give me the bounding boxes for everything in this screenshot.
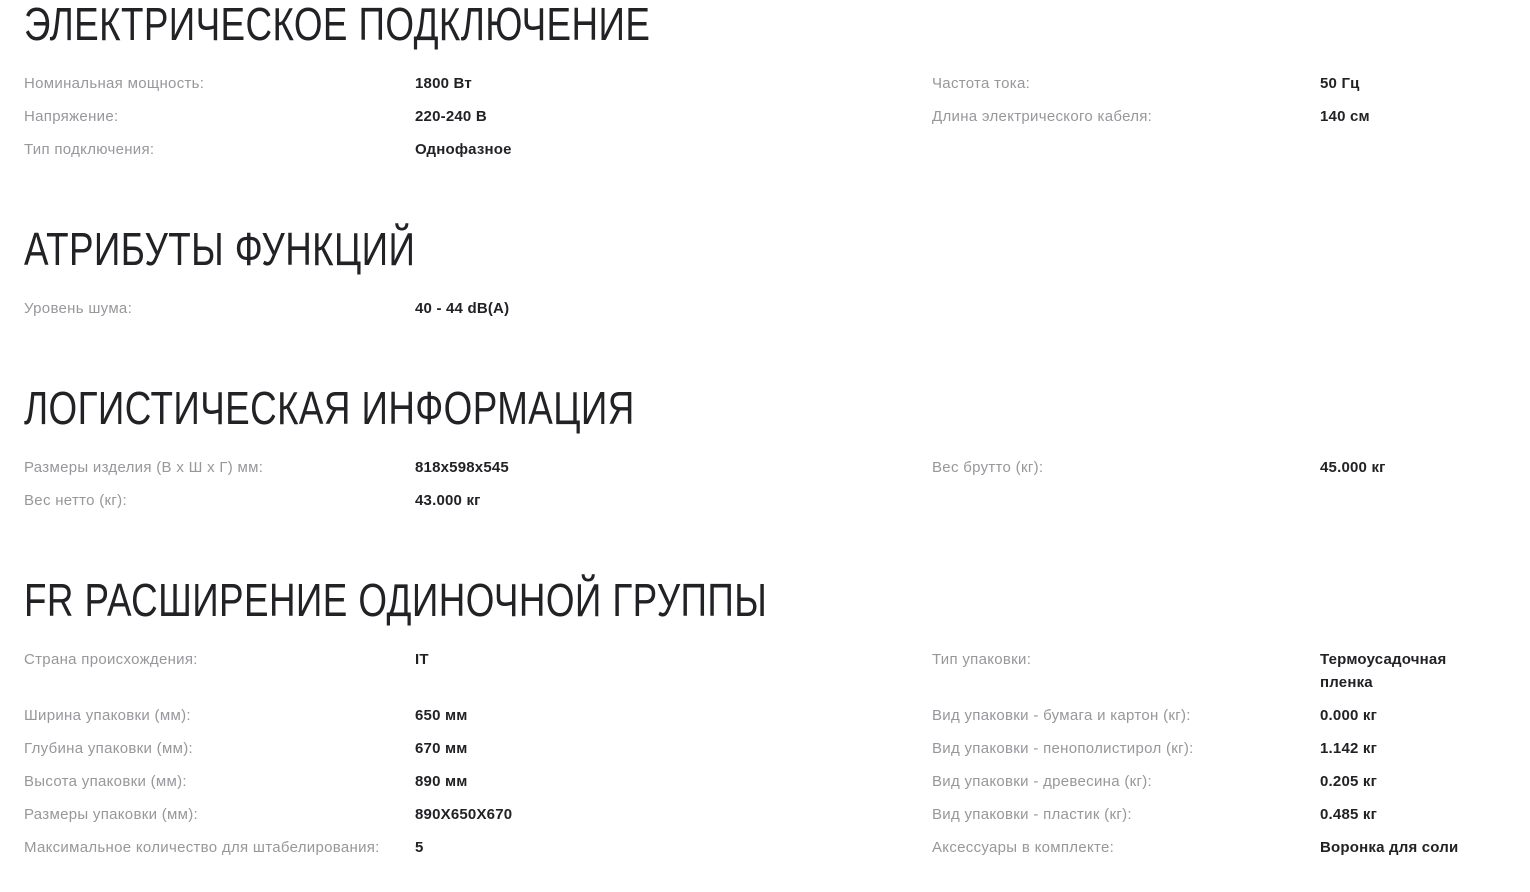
spec-value: 40 - 44 dB(A) <box>415 300 510 317</box>
spec-row <box>24 836 1506 859</box>
spec-label <box>932 297 1320 320</box>
spec-row <box>24 105 1506 128</box>
spec-value: IT <box>415 651 429 668</box>
spec-label <box>932 489 1320 512</box>
spec-label: Вес брутто (кг): <box>932 459 1044 476</box>
spec-label: Высота упаковки (мм): <box>24 773 187 790</box>
spec-value: Однофазное <box>415 141 512 158</box>
spec-value: 1.142 кг <box>1320 740 1378 757</box>
spec-label: Ширина упаковки (мм): <box>24 707 191 724</box>
spec-label: Аксессуары в комплекте: <box>932 839 1115 856</box>
spec-label: Вид упаковки - бумага и картон (кг): <box>932 707 1191 724</box>
spec-label: Размеры изделия (В х Ш х Г) мм: <box>24 459 264 476</box>
spec-value: 1800 Вт <box>415 75 472 92</box>
spec-label: Вес нетто (кг): <box>24 492 127 509</box>
spec-value: 0.485 кг <box>1320 806 1378 823</box>
spec-value: 43.000 кг <box>415 492 481 509</box>
spec-value: 890 мм <box>415 773 468 790</box>
spec-value: 670 мм <box>415 740 468 757</box>
spec-label: Напряжение: <box>24 108 119 125</box>
spec-value: 50 Гц <box>1320 75 1360 92</box>
section-title: ЛОГИСТИЧЕСКАЯ ИНФОРМАЦИЯ <box>24 382 635 434</box>
spec-value: 220-240 В <box>415 108 487 125</box>
spec-row <box>24 72 1506 95</box>
spec-label: Максимальное количество для штабелирования: <box>24 839 380 856</box>
spec-label: Длина электрического кабеля: <box>932 108 1153 125</box>
spec-row <box>24 704 1506 727</box>
spec-row <box>24 648 1506 694</box>
section-logistic-information <box>24 384 1506 512</box>
section-electrical-connection <box>24 0 1506 161</box>
spec-value: 818x598x545 <box>415 459 509 476</box>
spec-row <box>24 297 1506 320</box>
spec-value: 890X650X670 <box>415 806 513 823</box>
section-title: АТРИБУТЫ ФУНКЦИЙ <box>24 223 416 275</box>
spec-row <box>24 737 1506 760</box>
spec-value: 0.205 кг <box>1320 773 1378 790</box>
spec-label: Номинальная мощность: <box>24 75 205 92</box>
spec-row <box>24 489 1506 512</box>
spec-value: 140 см <box>1320 108 1370 125</box>
spec-label: Глубина упаковки (мм): <box>24 740 193 757</box>
spec-value: 650 мм <box>415 707 468 724</box>
spec-value: 0.000 кг <box>1320 707 1378 724</box>
spec-label: Вид упаковки - пластик (кг): <box>932 806 1132 823</box>
spec-label: Тип подключения: <box>24 141 155 158</box>
spec-label <box>932 138 1320 161</box>
section-title: FR РАСШИРЕНИЕ ОДИНОЧНОЙ ГРУППЫ <box>24 574 768 626</box>
spec-value: Воронка для соли <box>1320 839 1459 856</box>
spec-value <box>1320 138 1506 161</box>
section-function-attributes <box>24 225 1506 320</box>
spec-row <box>24 803 1506 826</box>
section-title: ЭЛЕКТРИЧЕСКОЕ ПОДКЛЮЧЕНИЕ <box>24 0 651 50</box>
spec-label: Частота тока: <box>932 75 1031 92</box>
spec-row <box>24 770 1506 793</box>
spec-label: Страна происхождения: <box>24 651 198 668</box>
spec-row <box>24 456 1506 479</box>
spec-label: Размеры упаковки (мм): <box>24 806 199 823</box>
spec-label: Вид упаковки - пенополистирол (кг): <box>932 740 1194 757</box>
spec-value: Термоусадочная пленка <box>1320 651 1447 691</box>
spec-label: Уровень шума: <box>24 300 133 317</box>
spec-label: Тип упаковки: <box>932 651 1032 668</box>
spec-row <box>24 138 1506 161</box>
section-fr-single-group-extension <box>24 576 1506 859</box>
spec-label: Вид упаковки - древесина (кг): <box>932 773 1153 790</box>
spec-value <box>1320 297 1506 320</box>
spec-value: 5 <box>415 839 424 856</box>
spec-value <box>1320 489 1506 512</box>
spec-value: 45.000 кг <box>1320 459 1386 476</box>
